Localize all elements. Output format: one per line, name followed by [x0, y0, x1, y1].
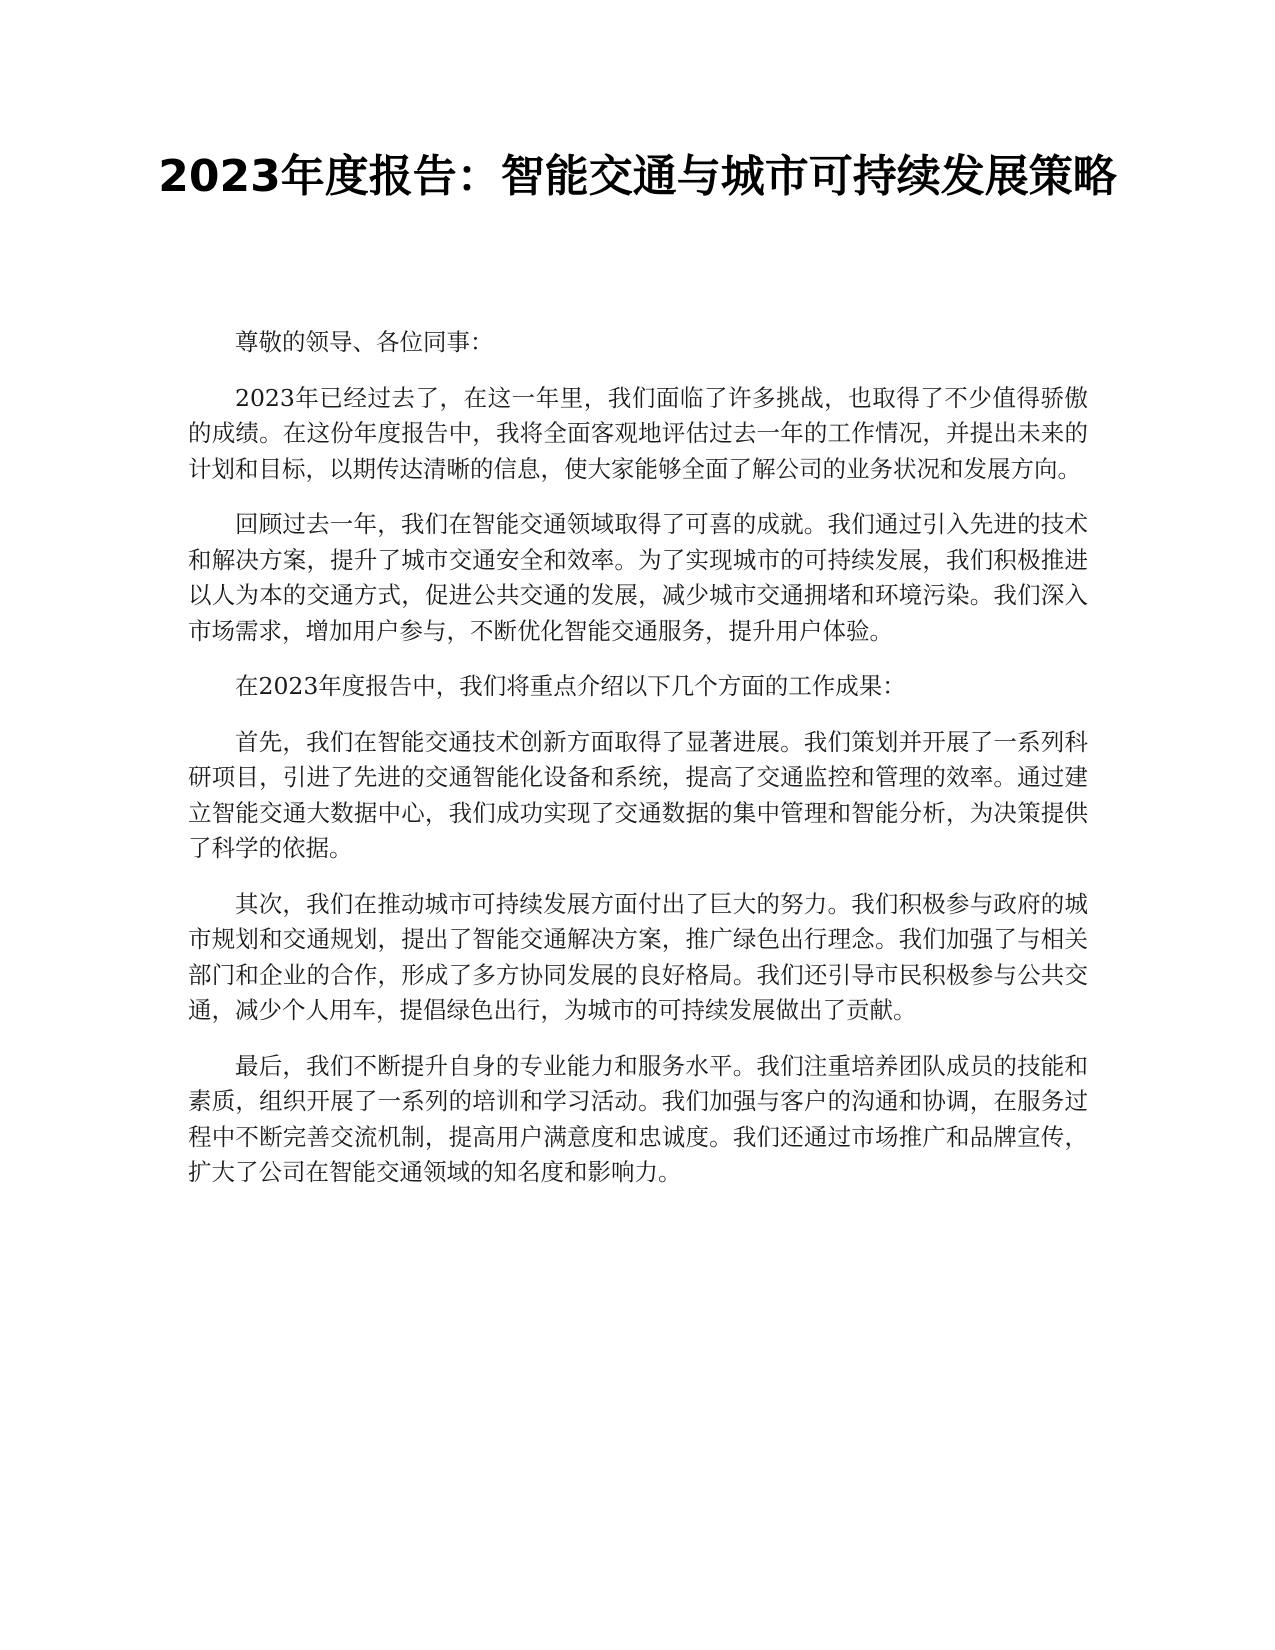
document-title: 2023年度报告：智能交通与城市可持续发展策略 — [158, 151, 1117, 202]
document-body — [188, 325, 1088, 1211]
paragraph-first: 首先，我们在智能交通技术创新方面取得了显著进展。我们策划并开展了一系列科研项目，引进了先进的交通智能化设备和系统，提高了交通监控和管理的效率。通过建立智能交通大数据中心，我们成功实现了交通数据的集中管理和智能分析，为决策提供了科学的依据。 — [188, 727, 1088, 862]
paragraph-intro: 2023年已经过去了，在这一年里，我们面临了许多挑战，也取得了不少值得骄傲的成绩。在这份年度报告中，我将全面客观地评估过去一年的工作情况，并提出未来的计划和目标，以期传达清晰的信息，使大家能够全面了解公司的业务状况和发展方向。 — [188, 383, 1088, 483]
paragraph-salutation: 尊敬的领导、各位同事： — [235, 328, 494, 356]
paragraph-last: 最后，我们不断提升自身的专业能力和服务水平。我们注重培养团队成员的技能和素质，组织开展了一系列的培训和学习活动。我们加强与客户的沟通和协调，在服务过程中不断完善交流机制，提高用户满意度和忠诚度。我们还通过市场推广和品牌宣传，扩大了公司在智能交通领域的知名度和影响力。 — [188, 1051, 1088, 1186]
paragraph-overview: 在2023年度报告中，我们将重点介绍以下几个方面的工作成果： — [235, 672, 906, 700]
paragraph-second: 其次，我们在推动城市可持续发展方面付出了巨大的努力。我们积极参与政府的城市规划和交通规划，提出了智能交通解决方案，推广绿色出行理念。我们加强了与相关部门和企业的合作，形成了多方协同发展的良好格局。我们还引导市民积极参与公共交通，减少个人用车，提倡绿色出行，为城市的可持续发展做出了贡献。 — [188, 889, 1088, 1024]
paragraph-review: 回顾过去一年，我们在智能交通领域取得了可喜的成就。我们通过引入先进的技术和解决方案，提升了城市交通安全和效率。为了实现城市的可持续发展，我们积极推进以人为本的交通方式，促进公共交通的发展，减少城市交通拥堵和环境污染。我们深入市场需求，增加用户参与，不断优化智能交通服务，提升用户体验。 — [188, 510, 1088, 645]
